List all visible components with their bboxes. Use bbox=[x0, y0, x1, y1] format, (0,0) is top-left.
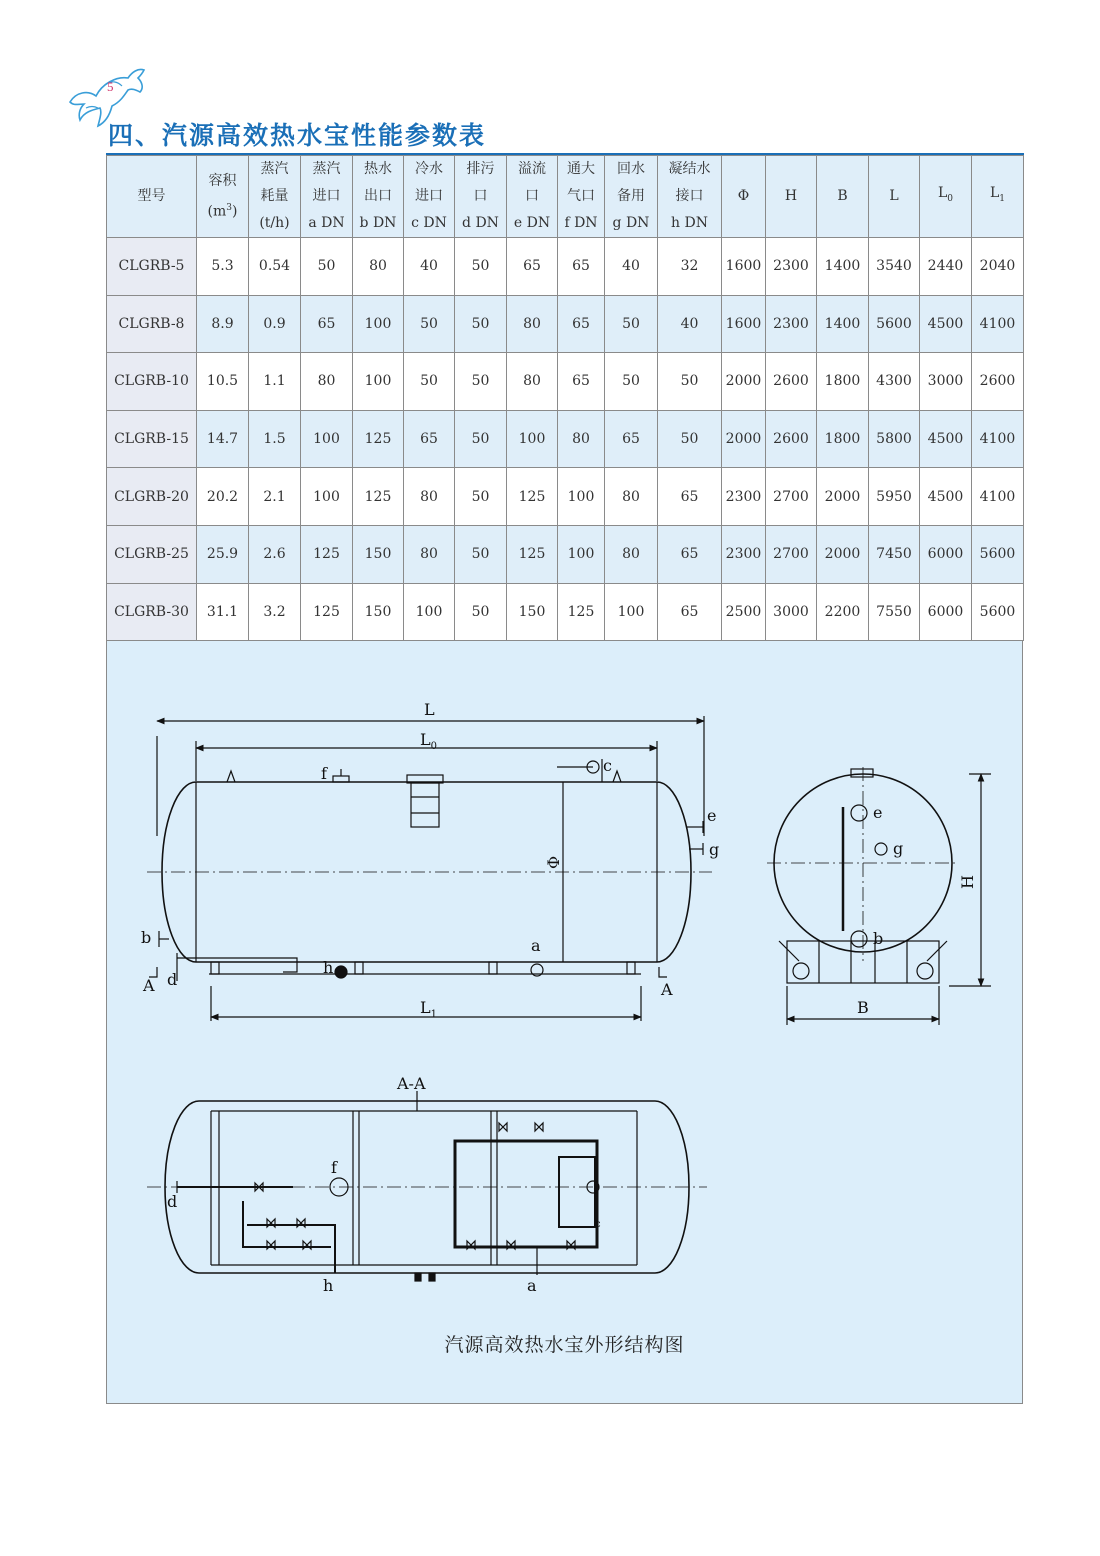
header-line bbox=[766, 183, 816, 210]
table-cell: 1600 bbox=[722, 238, 766, 296]
table-cell: 80 bbox=[404, 468, 455, 526]
header-text: 接口 bbox=[675, 188, 704, 204]
column-header bbox=[107, 156, 197, 238]
header-text: (m bbox=[207, 203, 227, 220]
table-cell: 4500 bbox=[920, 468, 972, 526]
header-line bbox=[249, 183, 300, 210]
port-h-label: h bbox=[323, 958, 334, 977]
column-header bbox=[972, 156, 1024, 238]
port-d-label: d bbox=[167, 970, 178, 989]
table-cell: 4300 bbox=[869, 353, 920, 411]
table-cell: 40 bbox=[404, 238, 455, 296]
model-cell: CLGRB-15 bbox=[107, 410, 197, 468]
header-text: 气口 bbox=[567, 188, 595, 204]
table-cell: 4100 bbox=[972, 410, 1024, 468]
header-line bbox=[353, 156, 403, 183]
table-cell: 50 bbox=[605, 353, 658, 411]
header-text: L bbox=[889, 188, 899, 204]
header-line bbox=[404, 183, 454, 210]
header-line bbox=[301, 183, 352, 210]
column-header bbox=[197, 156, 249, 238]
header-text: 通大 bbox=[567, 161, 595, 177]
header-text: L bbox=[937, 185, 948, 202]
column-header bbox=[301, 156, 353, 238]
header-text: b DN bbox=[359, 215, 397, 231]
table-cell: 65 bbox=[658, 583, 722, 641]
header-text: f DN bbox=[564, 215, 598, 231]
header-line bbox=[605, 210, 657, 237]
header-line bbox=[658, 156, 721, 183]
table-cell: 80 bbox=[404, 525, 455, 583]
table-cell: 50 bbox=[404, 353, 455, 411]
model-cell: CLGRB-20 bbox=[107, 468, 197, 526]
header-text: d DN bbox=[462, 215, 499, 231]
table-row bbox=[107, 583, 1024, 641]
table-cell: 1600 bbox=[722, 295, 766, 353]
end-port-b-label: b bbox=[873, 929, 884, 948]
section-title: 四、汽源高效热水宝性能参数表 bbox=[108, 121, 487, 150]
table-row bbox=[107, 410, 1024, 468]
table-cell: 5800 bbox=[869, 410, 920, 468]
section-title-a-a: A-A bbox=[397, 1074, 426, 1093]
table-cell: 4500 bbox=[920, 410, 972, 468]
header-text: 容积 bbox=[208, 172, 237, 189]
header-line bbox=[301, 156, 352, 183]
dim-label-L: L bbox=[424, 700, 435, 719]
header-line bbox=[507, 210, 557, 237]
drawing-caption: 汽源高效热水宝外形结构图 bbox=[444, 1334, 685, 1356]
header-line bbox=[507, 183, 557, 210]
header-text: 热水 bbox=[364, 161, 392, 177]
header-text: e DN bbox=[513, 215, 551, 231]
port-e-label: e bbox=[707, 806, 717, 825]
table-cell: 50 bbox=[404, 295, 455, 353]
table-cell: 65 bbox=[404, 410, 455, 468]
header-line bbox=[507, 156, 557, 183]
column-header bbox=[455, 156, 507, 238]
table-cell: 80 bbox=[301, 353, 353, 411]
table-cell: 50 bbox=[455, 468, 507, 526]
table-cell: 50 bbox=[455, 238, 507, 296]
table-cell: 1.5 bbox=[249, 410, 301, 468]
table-cell: 125 bbox=[301, 583, 353, 641]
model-cell: CLGRB-30 bbox=[107, 583, 197, 641]
table-cell: 40 bbox=[605, 238, 658, 296]
header-text: g DN bbox=[612, 215, 650, 231]
table-cell: 5.3 bbox=[197, 238, 249, 296]
table-cell: 50 bbox=[455, 525, 507, 583]
table-cell: 4500 bbox=[920, 295, 972, 353]
header-line bbox=[404, 156, 454, 183]
model-cell: CLGRB-10 bbox=[107, 353, 197, 411]
header-line bbox=[404, 210, 454, 237]
column-header bbox=[722, 156, 766, 238]
column-header bbox=[404, 156, 455, 238]
header-text: (t/h) bbox=[259, 215, 290, 231]
table-cell: 6000 bbox=[920, 525, 972, 583]
table-cell: 2300 bbox=[766, 238, 817, 296]
table-cell: 80 bbox=[353, 238, 404, 296]
section-mark-left: A bbox=[143, 976, 155, 995]
sec-port-f-label: f bbox=[331, 1158, 337, 1177]
header-text: 蒸汽 bbox=[312, 161, 341, 177]
header-line bbox=[658, 183, 721, 210]
header-text: 冷水 bbox=[415, 161, 443, 177]
table-cell: 2000 bbox=[817, 468, 869, 526]
end-port-e-label: e bbox=[873, 803, 883, 822]
table-cell: 7450 bbox=[869, 525, 920, 583]
header-text: H bbox=[784, 188, 798, 204]
table-cell: 100 bbox=[301, 410, 353, 468]
header-text: 口 bbox=[525, 188, 539, 204]
dim-label-B: B bbox=[857, 998, 869, 1017]
header-line bbox=[249, 210, 300, 237]
end-port-g-label: g bbox=[893, 839, 904, 858]
header-text: 耗量 bbox=[260, 188, 289, 204]
port-f-label: f bbox=[321, 764, 327, 783]
table-cell: 50 bbox=[301, 238, 353, 296]
sec-port-c-label: c bbox=[595, 1219, 601, 1230]
table-cell: 150 bbox=[353, 583, 404, 641]
header-line bbox=[605, 183, 657, 210]
table-cell: 80 bbox=[507, 295, 558, 353]
table-cell: 3000 bbox=[766, 583, 817, 641]
table-cell: 125 bbox=[353, 410, 404, 468]
table-cell: 5600 bbox=[869, 295, 920, 353]
header-text: 备用 bbox=[617, 188, 645, 204]
header-line bbox=[558, 183, 604, 210]
header-text: 进口 bbox=[415, 188, 443, 204]
column-header bbox=[249, 156, 301, 238]
table-cell: 2500 bbox=[722, 583, 766, 641]
header-text: B bbox=[837, 188, 848, 204]
header-text: 进口 bbox=[312, 188, 341, 204]
table-cell: 14.7 bbox=[197, 410, 249, 468]
table-cell: 125 bbox=[507, 525, 558, 583]
table-cell: 6000 bbox=[920, 583, 972, 641]
section-mark-right: A bbox=[661, 980, 673, 999]
dim-label-H: H bbox=[958, 875, 977, 889]
column-header bbox=[558, 156, 605, 238]
table-row bbox=[107, 295, 1024, 353]
structure-drawing-panel bbox=[106, 641, 1023, 1404]
table-cell: 100 bbox=[558, 468, 605, 526]
table-cell: 5950 bbox=[869, 468, 920, 526]
table-cell: 32 bbox=[658, 238, 722, 296]
table-cell: 2040 bbox=[972, 238, 1024, 296]
table-cell: 2300 bbox=[722, 525, 766, 583]
table-cell: 1.1 bbox=[249, 353, 301, 411]
table-cell: 80 bbox=[605, 525, 658, 583]
header-text: 3 bbox=[226, 202, 232, 213]
page-number: 5 bbox=[107, 79, 114, 94]
table-cell: 2.1 bbox=[249, 468, 301, 526]
table-cell: 1800 bbox=[817, 410, 869, 468]
table-cell: 2600 bbox=[972, 353, 1024, 411]
table-cell: 10.5 bbox=[197, 353, 249, 411]
header-text: h DN bbox=[671, 215, 708, 231]
table-cell: 40 bbox=[658, 295, 722, 353]
table-cell: 50 bbox=[455, 583, 507, 641]
table-cell: 80 bbox=[558, 410, 605, 468]
header-line bbox=[455, 210, 506, 237]
header-line bbox=[197, 195, 248, 226]
table-cell: 1800 bbox=[817, 353, 869, 411]
table-cell: 1400 bbox=[817, 295, 869, 353]
table-cell: 100 bbox=[353, 353, 404, 411]
header-line bbox=[301, 210, 352, 237]
phi-label: Φ bbox=[544, 855, 563, 869]
header-text: c DN bbox=[411, 215, 447, 231]
performance-parameter-table bbox=[106, 155, 1024, 641]
table-cell: 65 bbox=[507, 238, 558, 296]
table-cell: 2600 bbox=[766, 353, 817, 411]
table-cell: 50 bbox=[605, 295, 658, 353]
table-cell: 2000 bbox=[722, 410, 766, 468]
table-cell: 2440 bbox=[920, 238, 972, 296]
table-cell: 3000 bbox=[920, 353, 972, 411]
port-g-label: g bbox=[709, 840, 720, 859]
table-row bbox=[107, 353, 1024, 411]
header-text: 回水 bbox=[617, 161, 645, 177]
column-header bbox=[869, 156, 920, 238]
header-text: a DN bbox=[308, 215, 345, 231]
table-cell: 50 bbox=[455, 295, 507, 353]
model-cell: CLGRB-25 bbox=[107, 525, 197, 583]
table-cell: 65 bbox=[658, 525, 722, 583]
header-line bbox=[558, 156, 604, 183]
header-text: 1 bbox=[999, 193, 1006, 204]
header-line bbox=[558, 210, 604, 237]
table-cell: 65 bbox=[558, 353, 605, 411]
header-text: 口 bbox=[473, 188, 488, 204]
port-a-label: a bbox=[531, 936, 541, 955]
header-line bbox=[972, 180, 1023, 213]
dim-label-L0: $L_0$ bbox=[420, 730, 437, 752]
header-line bbox=[869, 183, 919, 210]
header-text: 凝结水 bbox=[668, 161, 711, 177]
table-cell: 125 bbox=[558, 583, 605, 641]
header-text: 蒸汽 bbox=[260, 161, 289, 177]
table-cell: 8.9 bbox=[197, 295, 249, 353]
table-cell: 5600 bbox=[972, 583, 1024, 641]
column-header bbox=[920, 156, 972, 238]
table-cell: 50 bbox=[658, 353, 722, 411]
table-cell: 2000 bbox=[817, 525, 869, 583]
table-cell: 100 bbox=[558, 525, 605, 583]
table-cell: 80 bbox=[507, 353, 558, 411]
table-cell: 65 bbox=[658, 468, 722, 526]
header-line bbox=[353, 210, 403, 237]
table-cell: 125 bbox=[507, 468, 558, 526]
header-text: ) bbox=[232, 203, 238, 220]
table-cell: 7550 bbox=[869, 583, 920, 641]
table-cell: 2.6 bbox=[249, 525, 301, 583]
table-cell: 2200 bbox=[817, 583, 869, 641]
table-cell: 3540 bbox=[869, 238, 920, 296]
header-line bbox=[455, 183, 506, 210]
table-cell: 2700 bbox=[766, 525, 817, 583]
table-cell: 65 bbox=[301, 295, 353, 353]
column-header bbox=[605, 156, 658, 238]
table-header-row bbox=[107, 156, 1024, 238]
side-view bbox=[147, 716, 712, 1021]
table-cell: 150 bbox=[507, 583, 558, 641]
table-cell: 80 bbox=[605, 468, 658, 526]
header-text: 0 bbox=[947, 193, 954, 204]
table-cell: 31.1 bbox=[197, 583, 249, 641]
column-header bbox=[766, 156, 817, 238]
table-cell: 50 bbox=[455, 353, 507, 411]
header-text: Φ bbox=[737, 188, 750, 204]
table-cell: 150 bbox=[353, 525, 404, 583]
model-cell: CLGRB-8 bbox=[107, 295, 197, 353]
table-cell: 2600 bbox=[766, 410, 817, 468]
structure-drawing bbox=[107, 641, 1022, 1403]
section-view-a-a bbox=[147, 1091, 707, 1281]
table-cell: 100 bbox=[605, 583, 658, 641]
port-b-label: b bbox=[141, 928, 152, 947]
table-cell: 65 bbox=[605, 410, 658, 468]
header-line bbox=[107, 183, 196, 210]
table-cell: 1400 bbox=[817, 238, 869, 296]
header-line bbox=[353, 183, 403, 210]
port-c-label: c bbox=[603, 756, 612, 775]
table-cell: 3.2 bbox=[249, 583, 301, 641]
table-cell: 50 bbox=[658, 410, 722, 468]
table-cell: 2000 bbox=[722, 353, 766, 411]
header-line bbox=[722, 183, 765, 210]
table-cell: 50 bbox=[455, 410, 507, 468]
header-line bbox=[658, 210, 721, 237]
sec-port-d-label: d bbox=[167, 1192, 178, 1211]
table-cell: 125 bbox=[353, 468, 404, 526]
header-text: 出口 bbox=[364, 188, 392, 204]
table-cell: 100 bbox=[353, 295, 404, 353]
table-cell: 100 bbox=[404, 583, 455, 641]
table-cell: 0.54 bbox=[249, 238, 301, 296]
sec-port-h-label: h bbox=[323, 1276, 334, 1295]
header-text: 排污 bbox=[466, 161, 495, 177]
table-cell: 2300 bbox=[722, 468, 766, 526]
header-text: 溢流 bbox=[518, 161, 546, 177]
column-header bbox=[817, 156, 869, 238]
header-line bbox=[920, 180, 971, 213]
header-text: 型号 bbox=[137, 188, 166, 204]
dim-label-L1: $L_1$ bbox=[420, 998, 437, 1020]
sec-port-a-label: a bbox=[527, 1276, 537, 1295]
table-row bbox=[107, 238, 1024, 296]
table-cell: 65 bbox=[558, 295, 605, 353]
header-line bbox=[605, 156, 657, 183]
header-line bbox=[455, 156, 506, 183]
column-header bbox=[507, 156, 558, 238]
table-row bbox=[107, 525, 1024, 583]
header-line bbox=[817, 183, 868, 210]
table-cell: 2300 bbox=[766, 295, 817, 353]
table-cell: 100 bbox=[507, 410, 558, 468]
header-line bbox=[249, 156, 300, 183]
table-cell: 4100 bbox=[972, 295, 1024, 353]
table-cell: 25.9 bbox=[197, 525, 249, 583]
table-cell: 100 bbox=[301, 468, 353, 526]
table-cell: 5600 bbox=[972, 525, 1024, 583]
table-cell: 20.2 bbox=[197, 468, 249, 526]
table-cell: 65 bbox=[558, 238, 605, 296]
model-cell: CLGRB-5 bbox=[107, 238, 197, 296]
table-cell: 0.9 bbox=[249, 295, 301, 353]
header-text: L bbox=[989, 185, 1000, 202]
column-header bbox=[658, 156, 722, 238]
column-header bbox=[353, 156, 404, 238]
table-cell: 2700 bbox=[766, 468, 817, 526]
header-line bbox=[197, 168, 248, 195]
table-row bbox=[107, 468, 1024, 526]
table-cell: 125 bbox=[301, 525, 353, 583]
table-cell: 4100 bbox=[972, 468, 1024, 526]
